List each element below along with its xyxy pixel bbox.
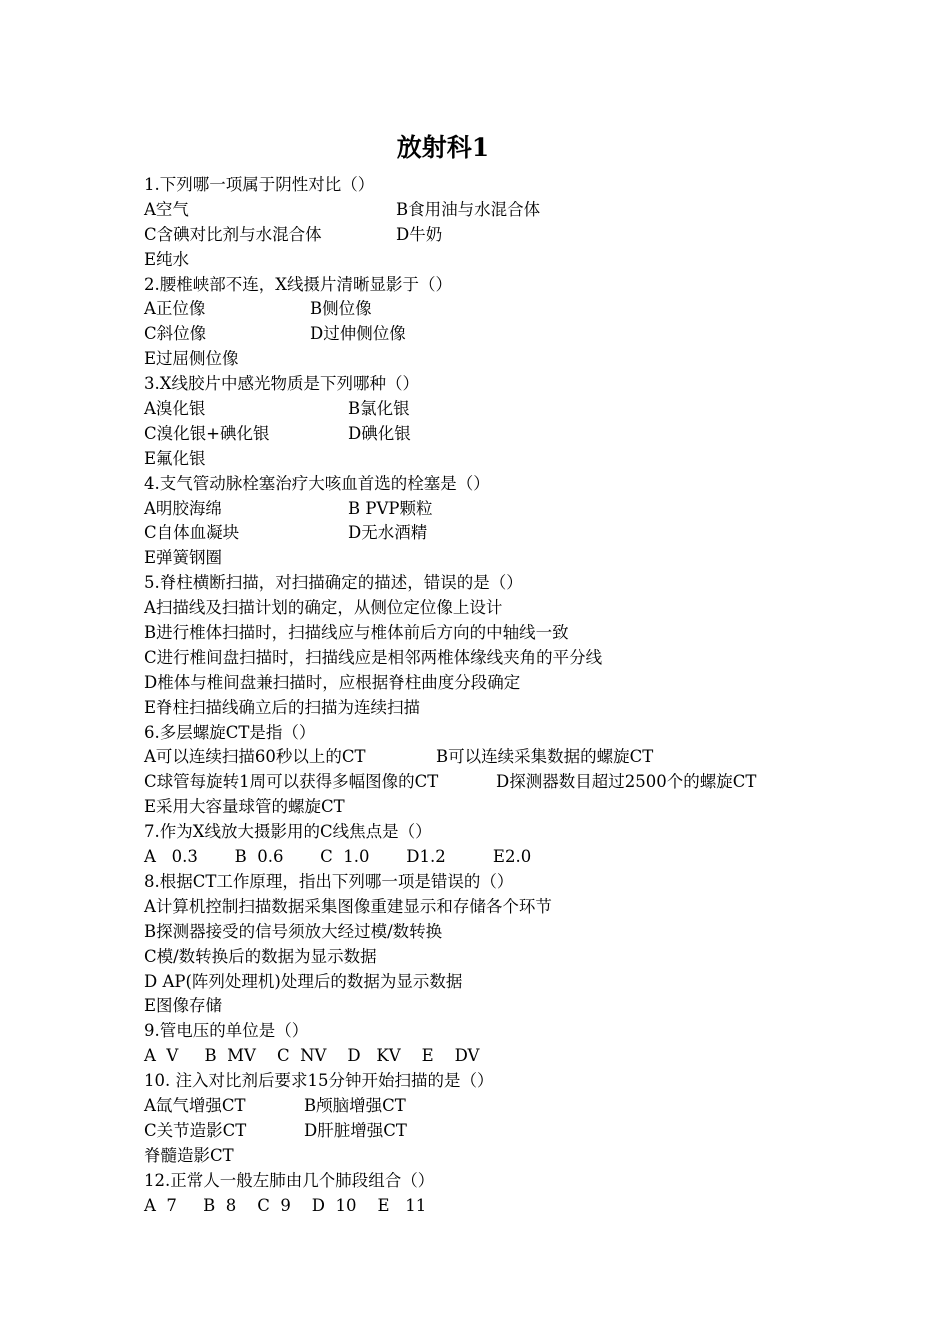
question-stem: 3.X线胶片中感光物质是下列哪种（）	[144, 374, 419, 394]
option-row	[144, 845, 924, 870]
option-row	[144, 347, 924, 372]
option-row	[144, 696, 924, 721]
page-title: 放射科1	[396, 133, 490, 162]
options-inline: A V B MV C NV D KV E DV	[144, 1046, 480, 1066]
option-e: 脊髓造影CT	[144, 1145, 234, 1165]
option-d: D过伸侧位像	[310, 324, 406, 344]
options-inline: A 0.3 B 0.6 C 1.0 D1.2 E2.0	[144, 847, 532, 867]
option-b: B颅脑增强CT	[304, 1095, 406, 1115]
option-c: C自体血凝块	[144, 523, 240, 543]
option-d: D探测器数目超过2500个的螺旋CT	[496, 772, 757, 792]
option-row	[144, 397, 924, 422]
option-e: E采用大容量球管的螺旋CT	[144, 797, 345, 817]
option-d: D椎体与椎间盘兼扫描时，应根据脊柱曲度分段确定	[144, 672, 521, 692]
option-d: D肝脏增强CT	[304, 1120, 407, 1140]
question-stem: 6.多层螺旋CT是指（）	[144, 722, 316, 742]
option-c: C模/数转换后的数据为显示数据	[144, 946, 377, 966]
option-row	[144, 646, 924, 671]
option-row	[144, 546, 924, 571]
question-stem: 9.管电压的单位是（）	[144, 1021, 309, 1041]
option-b: B氯化银	[348, 399, 410, 419]
option-c: C含碘对比剂与水混合体	[144, 224, 322, 244]
option-a: A溴化银	[144, 399, 206, 419]
option-c: C斜位像	[144, 324, 207, 344]
question-stem: 4.支气管动脉栓塞治疗大咳血首选的栓塞是（）	[144, 473, 490, 493]
question-stem: 7.作为X线放大摄影用的C线焦点是（）	[144, 822, 432, 842]
option-row	[144, 1194, 924, 1219]
options-inline: A 7 B 8 C 9 D 10 E 11	[144, 1195, 427, 1215]
option-c: C关节造影CT	[144, 1120, 247, 1140]
option-row	[144, 447, 924, 472]
option-row	[144, 795, 924, 820]
option-e: E过屈侧位像	[144, 349, 239, 369]
option-b: B PVP颗粒	[348, 498, 433, 518]
option-row	[144, 745, 924, 770]
option-b: B探测器接受的信号须放大经过模/数转换	[144, 921, 443, 941]
option-row	[144, 297, 924, 322]
option-d: D无水酒精	[348, 523, 428, 543]
option-a: A可以连续扫描60秒以上的CT	[144, 747, 366, 767]
option-c: C溴化银+碘化银	[144, 423, 270, 443]
option-e: E氟化银	[144, 448, 206, 468]
option-d: D牛奶	[396, 224, 443, 244]
option-row	[144, 770, 924, 795]
option-e: E脊柱扫描线确立后的扫描为连续扫描	[144, 697, 421, 717]
option-row	[144, 1119, 924, 1144]
question-stem: 8.根据CT工作原理，指出下列哪一项是错误的（）	[144, 871, 514, 891]
option-row	[144, 322, 924, 347]
option-a: A正位像	[144, 299, 206, 319]
option-a: A明胶海绵	[144, 498, 222, 518]
question-stem: 1.下列哪一项属于阴性对比（）	[144, 175, 375, 194]
option-d: D AP(阵列处理机)处理后的数据为显示数据	[144, 971, 463, 991]
question-stem: 12.正常人一般左肺由几个肺段组合（）	[144, 1170, 435, 1190]
option-a: A氙气增强CT	[144, 1095, 246, 1115]
option-row	[144, 945, 924, 970]
question-list	[144, 173, 924, 1218]
option-b: B进行椎体扫描时，扫描线应与椎体前后方向的中轴线一致	[144, 623, 569, 643]
option-row	[144, 1044, 924, 1069]
option-row	[144, 521, 924, 546]
option-c: C进行椎间盘扫描时，扫描线应是相邻两椎体缘线夹角的平分线	[144, 647, 603, 667]
option-row	[144, 422, 924, 447]
option-row	[144, 895, 924, 920]
option-row	[144, 671, 924, 696]
option-a: A空气	[144, 199, 189, 219]
option-row	[144, 920, 924, 945]
option-a: A计算机控制扫描数据采集图像重建显示和存储各个环节	[144, 896, 552, 916]
option-row	[144, 970, 924, 995]
option-row	[144, 223, 924, 248]
option-row	[144, 198, 924, 223]
option-b: B可以连续采集数据的螺旋CT	[436, 747, 654, 767]
option-b: B侧位像	[310, 299, 372, 319]
option-e: E纯水	[144, 249, 190, 269]
question-stem: 10. 注入对比剂后要求15分钟开始扫描的是（）	[144, 1071, 494, 1091]
option-row	[144, 1094, 924, 1119]
option-e: E弹簧钢圈	[144, 548, 223, 568]
option-row	[144, 248, 924, 273]
option-row	[144, 621, 924, 646]
option-e: E图像存储	[144, 996, 223, 1016]
question-stem: 5.脊柱横断扫描，对扫描确定的描述，错误的是（）	[144, 573, 523, 593]
option-a: A扫描线及扫描计划的确定，从侧位定位像上设计	[144, 598, 503, 618]
option-row	[144, 1144, 924, 1169]
option-c: C球管每旋转1周可以获得多幅图像的CT	[144, 772, 439, 792]
option-b: B食用油与水混合体	[396, 199, 541, 219]
question-stem: 2.腰椎峡部不连，X线摄片清晰显影于（）	[144, 274, 452, 294]
option-row	[144, 497, 924, 522]
option-row	[144, 596, 924, 621]
option-d: D碘化银	[348, 423, 411, 443]
option-row	[144, 994, 924, 1019]
